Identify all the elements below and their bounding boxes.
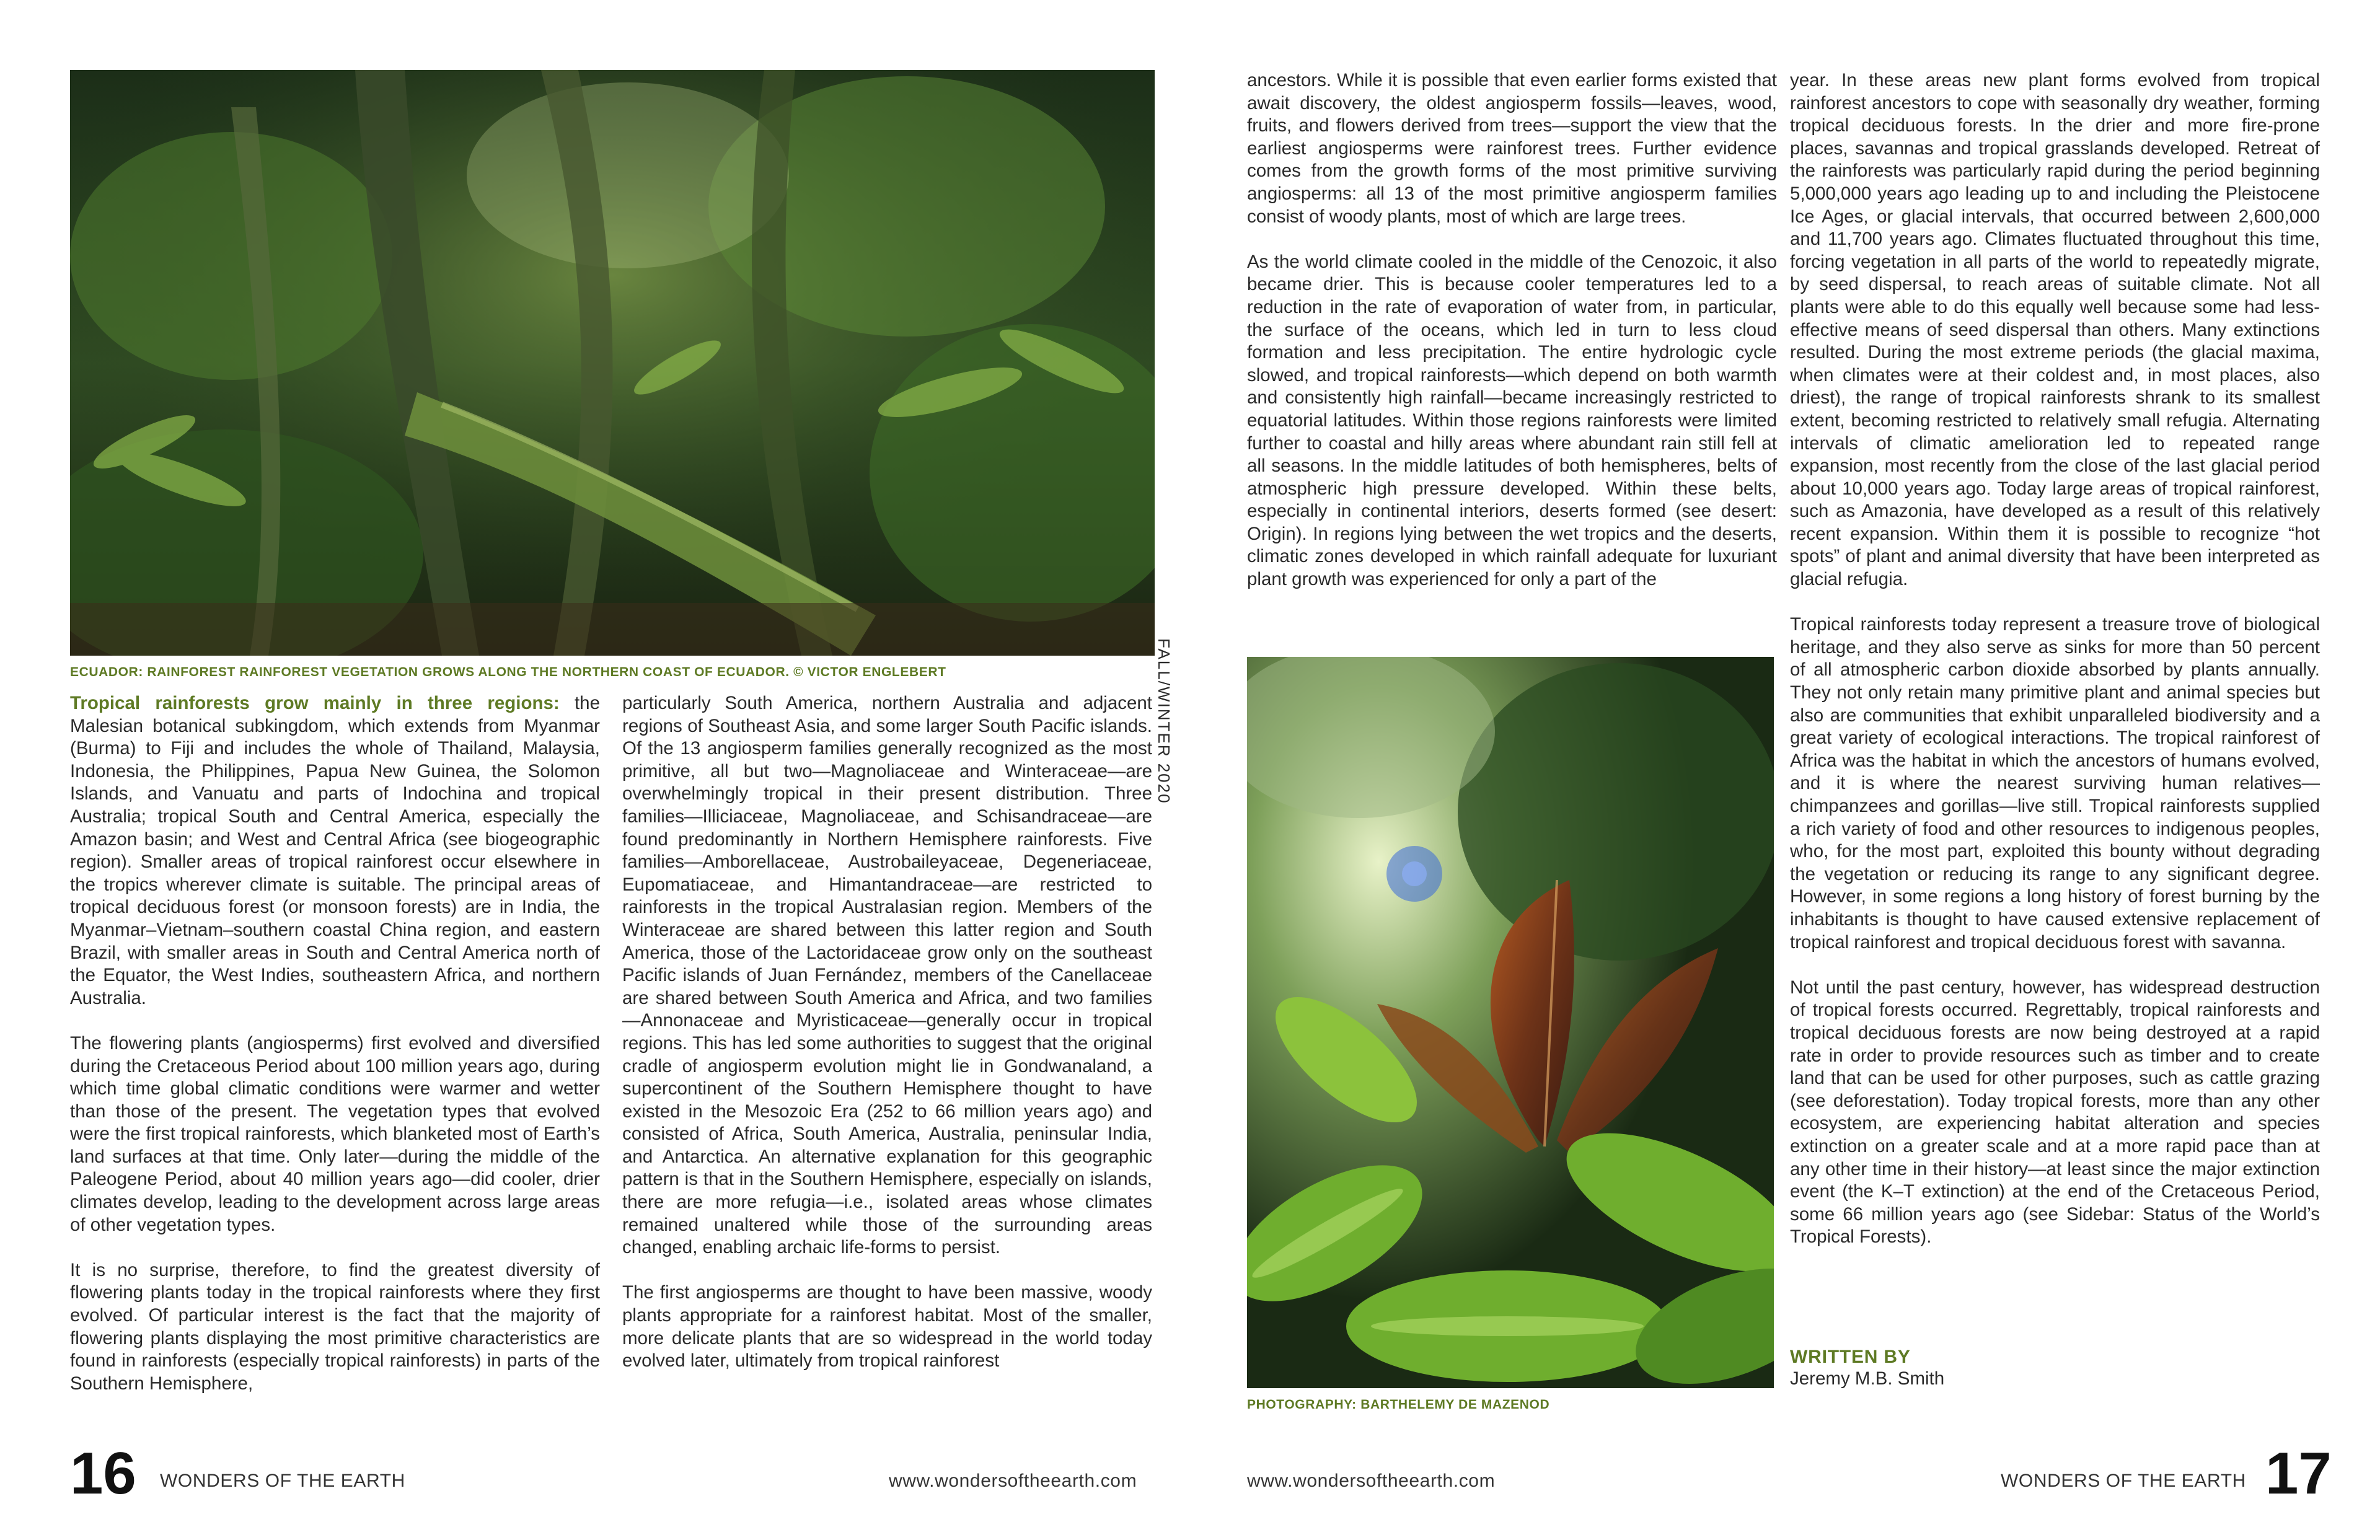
- website-url-left[interactable]: www.wondersoftheearth.com: [889, 1471, 1137, 1491]
- rainforest-photo-ecuador: [70, 70, 1155, 656]
- paragraph: As the world climate cooled in the middle of the Cenozoic, it also became drier. This is because cooler temperatures led to a reduction in the rate of evaporation of water from, in particular, the surface of the oceans, which led in turn to less cloud formation and less precipitation. The entire hydrologic cycle slowed, and tropical rainforests—which depend on both warmth and consistently high rainfall—became increasingly restricted to equatorial latitudes. Within those regions rainforests were limited further to coastal and hilly areas where abundant rain still fell at all seasons. In the middle latitudes of both hemispheres, belts of atmospheric high pressure developed. Within these belts, especially in continental interiors, deserts formed (see desert: Origin). In regions lying between the wet tropics and the deserts, climatic zones developed in which rainfall adequate for luxuriant plant growth was experienced for only a part of the: [1247, 251, 1777, 590]
- written-by-label: WRITTEN BY: [1790, 1347, 1911, 1367]
- paragraph: The first angiosperms are thought to have been massive, woody plants appropriate for a rainforest habitat. Most of the smaller, more delicate plants that are so widespread in the world today evolved later, ultimately from tropical rainforest: [622, 1282, 1152, 1371]
- lead-in: Tropical rainforests grow mainly in three regions:: [70, 693, 560, 713]
- paragraph: particularly South America, northern Australia and adjacent regions of Southeast Asia, and some larger South Pacific islands. Of the 13 angiosperm families generally recognized as the most primitive, all but two—Magnoliaceae and Winteraceae—are overwhelmingly tropical in their present distribution. Three families—Illiciaceae, Magnoliaceae, and Schisandraceae—are found predominantly in Northern Hemisphere rainforests. Five families—Amborellaceae, Austrobaileyaceae, Degeneriaceae, Eupomatiaceae, and Himantandraceae—are restricted to rainforests in the tropical Australasian region. Members of the Winteraceae are shared between this latter region and South America, those of the Lactoridaceae grow only on the southeast Pacific islands of Juan Fernández, members of the Canellaceae are shared between South America and Africa, and two families—Annonaceae and Myristicaceae—generally occur in tropical regions. This has led some authorities to suggest that the original cradle of angiosperm evolution might lie in Gondwanaland, a supercontinent of the Southern Hemisphere thought to have existed in the Mesozoic Era (252 to 66 million years ago) and consisted of Africa, South America, Australia, peninsular India, and Antarctica. An alternative explanation for this geographic pattern is that in the Southern Hemisphere, especially on islands, there are more refugia—i.e., isolated areas whose climates remained unaltered while those of the surrounding areas changed, enabling archaic life-forms to persist.: [622, 693, 1152, 1258]
- paragraph: [70, 692, 600, 1010]
- left-column-2: [622, 692, 1152, 1373]
- page-number-right: 17: [2265, 1440, 2332, 1507]
- left-photo-caption: ECUADOR: RAINFOREST RAINFOREST VEGETATION GROWS ALONG THE NORTHERN COAST OF ECUADOR. © VICTOR ENGLEBERT: [70, 665, 946, 679]
- paragraph: year. In these areas new plant forms evolved from tropical rainforest ancestors to cope with seasonally dry weather, forming tropical deciduous forests. In the drier and more fire-prone places, savannas and tropical grasslands developed. Retreat of the rainforests was particularly rapid during the period beginning 5,000,000 years ago leading up to and including the Pleistocene Ice Ages, or glacial intervals, that occurred between 2,600,000 and 11,700 years ago. Climates fluctuated throughout this time, forcing vegetation in all parts of the world to repeatedly migrate, by seed dispersal, to reach areas of suitable climate. Not all plants were able to do this equally well because some had less-effective means of seed dispersal than others. Many extinctions resulted. During the most extreme periods (the glacial maxima, when climates were at their coldest and, in most places, also driest), the range of tropical rainforests shrank to its smallest extent, becoming restricted to relatively small refugia. Alternating intervals of climatic amelioration led to repeated range expansion, most recently from the close of the last glacial period about 10,000 years ago. Today large areas of tropical rainforest, such as Amazonia, have developed as a result of this relatively recent expansion. Within them it is possible to recognize “hot spots” of plant and animal diversity that have been interpreted as glacial refugia.: [1790, 70, 2320, 590]
- issue-spine-label: FALL/WINTER 2020: [1155, 638, 1173, 804]
- right-photo-caption: PHOTOGRAPHY: BARTHELEMY DE MAZENOD: [1247, 1397, 1550, 1412]
- author-name: Jeremy M.B. Smith: [1790, 1368, 1945, 1389]
- right-column-2: [1790, 69, 2320, 1249]
- right-column-1: [1247, 69, 1777, 591]
- magazine-name-left: WONDERS OF THE EARTH: [160, 1471, 405, 1491]
- page-number-left: 16: [70, 1440, 136, 1507]
- paragraph: Not until the past century, however, has widespread destruction of tropical forests occurred. Regrettably, tropical rainforests and tropical deciduous forests are now being destroyed at a rapid rate in order to provide resources such as timber and to create land that can be used for other purposes, such as cattle grazing (see deforestation). Today tropical forests, more than any other ecosystem, are experiencing habitat alteration and species extinction on a greater scale and at a more rapid pace than at any other time in their history—at least since the major extinction event (the K–T extinction) at the end of the Cretaceous Period, some 66 million years ago (see Sidebar: Status of the World’s Tropical Forests).: [1790, 977, 2320, 1247]
- magazine-name-right: WONDERS OF THE EARTH: [2001, 1471, 2246, 1491]
- paragraph: It is no surprise, therefore, to find the greatest diversity of flowering plants today in the tropical rainforests where they first evolved. Of particular interest is the fact that the majority of flowering plants displaying the most primitive characteristics are found in rainforests (especially tropical rainforests) in parts of the Southern Hemisphere,: [70, 1259, 600, 1394]
- paragraph: Tropical rainforests today represent a treasure trove of biological heritage, and they also serve as sinks for more than 50 percent of all atmospheric carbon dioxide absorbed by plants annually. They not only retain many primitive plant and animal species but also are communities that exhibit unparalleled biodiversity and a great variety of ecological interactions. The tropical rainforest of Africa was the habitat in which the ancestors of humans evolved, and it is where the nearest surviving human relatives—chimpanzees and gorillas—live still. Tropical rainforests supplied a rich variety of food and other resources to indigenous peoples, who, for the most part, exploited this bounty without degrading the vegetation or reducing its range to any significant degree. However, in some regions a long history of forest burning by the inhabitants is thought to have caused extensive replacement of tropical rainforest and tropical deciduous forest with savanna.: [1790, 614, 2320, 953]
- paragraph: ancestors. While it is possible that even earlier forms existed that await discovery, the oldest angiosperm fossils—leaves, wood, fruits, and flowers derived from trees—support the view that the earliest angiosperms were rainforest trees. Further evidence comes from the growth forms of the most primitive surviving angiosperms: all 13 of the most primitive angiosperm families consist of woody plants, most of which are large trees.: [1247, 70, 1777, 227]
- paragraph: The flowering plants (angiosperms) first evolved and diversified during the Cretaceous Period about 100 million years ago, during which time global climatic conditions were warmer and wetter than those of the present. The vegetation types that evolved were the first tropical rainforests, which blanketed most of Earth’s land surfaces at that time. Only later—during the middle of the Paleogene Period, about 40 million years ago—did cooler, drier climates develop, leading to the development across large areas of other vegetation types.: [70, 1032, 600, 1235]
- left-column-1: [70, 692, 600, 1395]
- banana-plant-photo: [1247, 657, 1774, 1388]
- paragraph-text: the Malesian botanical subkingdom, which extends from Myanmar (Burma) to Fiji and includes the whole of Thailand, Malaysia, Indonesia, the Philippines, Papua New Guinea, the Solomon Islands, and Vanuatu and parts of Indochina and tropical Australia; tropical South and Central America, especially the Amazon basin; and West and Central Africa (see biogeographic region). Smaller areas of tropical rainforest occur elsewhere in the tropics wherever climate is suitable. The principal areas of tropical deciduous forest (or monsoon forests) are in India, the Myanmar–Vietnam–southern coastal China region, and eastern Brazil, with smaller areas in South and Central America north of the Equator, the West Indies, southeastern Africa, and northern Australia.: [70, 693, 600, 1008]
- website-url-right[interactable]: www.wondersoftheearth.com: [1247, 1471, 1496, 1491]
